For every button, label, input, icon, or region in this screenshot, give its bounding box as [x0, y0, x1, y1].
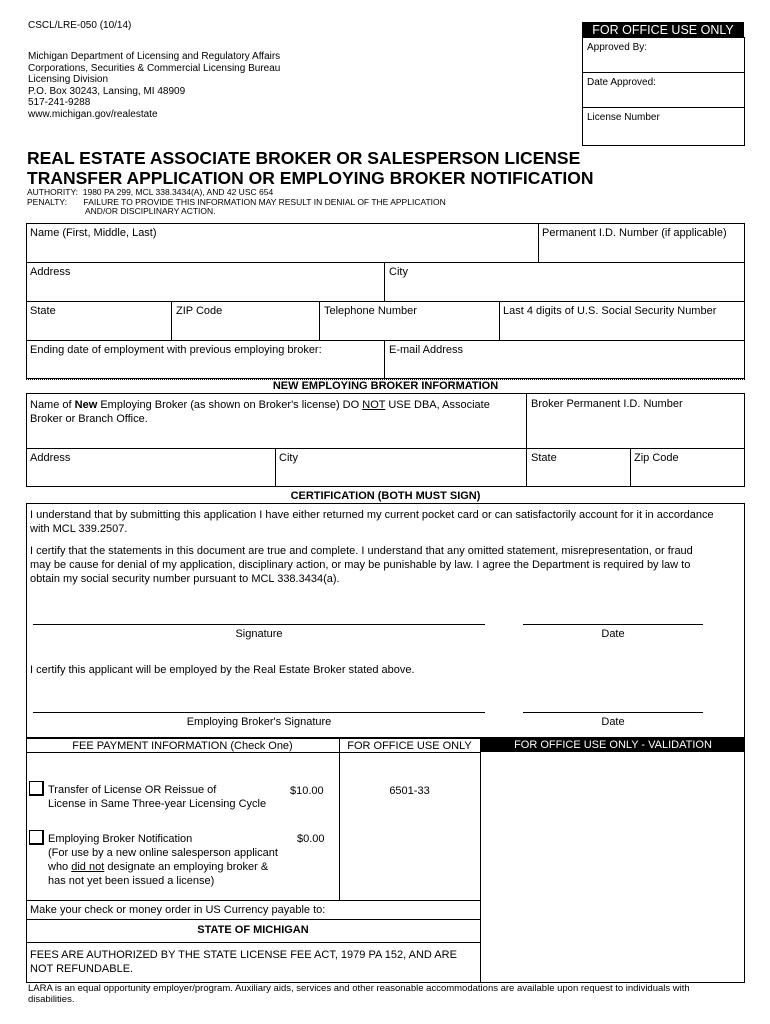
paragraph-line: I certify that the statements in this document are true and complete. I understand that any omitted statement, misrepresentation, or fraud	[30, 545, 693, 557]
payable-instruction: Make your check or money order in US Currency payable to:	[30, 904, 326, 916]
agency-line3: Licensing Division	[28, 74, 109, 85]
broker-city-field[interactable]: City	[279, 452, 298, 464]
label-new: New	[74, 399, 98, 411]
fee-code: 6501-33	[389, 785, 430, 797]
broker-signature-label: Employing Broker's Signature	[186, 716, 332, 728]
footer-line: disabilities.	[28, 994, 75, 1005]
footer	[28, 983, 690, 1005]
authority-label: AUTHORITY:	[27, 187, 79, 197]
divider	[26, 340, 745, 341]
signature-label: Signature	[235, 628, 283, 640]
divider	[499, 301, 500, 340]
transfer-license-label	[48, 783, 266, 811]
new-broker-header: NEW EMPLOYING BROKER INFORMATION	[272, 380, 499, 392]
signature-line[interactable]	[33, 624, 485, 625]
date-label: Date	[601, 628, 625, 640]
ssn-last4-field[interactable]: Last 4 digits of U.S. Social Security Number	[503, 305, 717, 317]
broker-date-line[interactable]	[523, 712, 703, 713]
broker-notification-amount: $0.00	[297, 833, 325, 845]
divider	[582, 107, 745, 108]
note-line: NOT REFUNDABLE.	[30, 963, 134, 975]
payee: STATE OF MICHIGAN	[197, 924, 309, 936]
agency-phone: 517-241-9288	[28, 97, 91, 108]
fee-office-header: FOR OFFICE USE ONLY	[347, 740, 472, 752]
divider	[538, 223, 539, 262]
label-not: NOT	[362, 399, 386, 411]
approved-by-field[interactable]: Approved By:	[587, 42, 648, 53]
penalty-text-2: AND/OR DISCIPLINARY ACTION.	[85, 206, 216, 216]
divider	[526, 393, 527, 487]
divider	[275, 448, 276, 487]
authority-text: 1980 PA 299, MCL 338.3434(A), AND 42 USC 654	[82, 187, 274, 197]
fee-text: has not yet been issued a license)	[48, 875, 215, 887]
broker-notification-label	[48, 832, 278, 888]
agency-line4: P.O. Box 30243, Lansing, MI 48909	[28, 85, 186, 97]
page-title-line1: REAL ESTATE ASSOCIATE BROKER OR SALESPERSON LICENSE	[27, 148, 581, 168]
broker-notification-checkbox[interactable]	[29, 830, 44, 845]
note-line: FEES ARE AUTHORIZED BY THE STATE LICENSE FEE ACT, 1979 PA 152, AND ARE	[30, 949, 457, 961]
broker-date-label: Date	[601, 716, 625, 728]
fee-text: who	[48, 861, 72, 873]
permanent-id-field[interactable]: Permanent I.D. Number (if applicable)	[542, 227, 727, 239]
divider	[26, 900, 480, 901]
agency-line1: Michigan Department of Licensing and Regulatory Affairs	[28, 51, 281, 62]
office-use-header: FOR OFFICE USE ONLY	[582, 22, 744, 38]
validation-header: FOR OFFICE USE ONLY - VALIDATION	[481, 738, 745, 752]
broker-certify-text: I certify this applicant will be employed by the Real Estate Broker stated above.	[30, 664, 415, 676]
certification-header: CERTIFICATION (BOTH MUST SIGN)	[290, 490, 481, 502]
divider	[384, 340, 385, 379]
ending-date-field[interactable]: Ending date of employment with previous employing broker:	[30, 344, 322, 356]
address-field[interactable]: Address	[30, 266, 71, 278]
divider	[319, 301, 320, 340]
divider	[171, 301, 172, 340]
authority-block	[27, 188, 446, 217]
state-field[interactable]: State	[30, 305, 56, 317]
paragraph-line: obtain my social security number pursuant to MCL 338.3434(a).	[30, 573, 340, 585]
divider	[384, 262, 385, 301]
paragraph-line: with MCL 339.2507.	[30, 523, 128, 535]
fee-text: designate an employing broker &	[104, 861, 269, 873]
fee-text: Transfer of License OR Reissue of	[48, 784, 217, 796]
divider	[339, 738, 340, 900]
broker-state-field[interactable]: State	[531, 452, 557, 464]
certification-section	[26, 503, 745, 738]
divider	[582, 72, 745, 73]
telephone-field[interactable]: Telephone Number	[324, 305, 417, 317]
new-broker-name-field[interactable]	[30, 398, 520, 426]
divider	[630, 448, 631, 487]
paragraph-line: I understand that by submitting this application I have either returned my current pocket card or can satisfactorily account for it in accordance	[30, 509, 714, 521]
divider	[480, 738, 481, 983]
form-code: CSCL/LRE-050 (10/14)	[28, 20, 132, 31]
label-text: Broker or Branch Office.	[30, 413, 148, 425]
transfer-license-amount: $10.00	[290, 785, 324, 797]
broker-signature-line[interactable]	[33, 712, 485, 713]
license-number-field[interactable]: License Number	[587, 112, 660, 123]
transfer-license-checkbox[interactable]	[29, 781, 44, 796]
broker-address-field[interactable]: Address	[30, 452, 71, 464]
agency-address	[28, 51, 280, 120]
zip-field[interactable]: ZIP Code	[176, 305, 223, 317]
penalty-text: FAILURE TO PROVIDE THIS INFORMATION MAY RESULT IN DENIAL OF THE APPLICATION	[83, 196, 446, 207]
agency-line2: Corporations, Securities & Commercial Licensing Bureau	[28, 62, 281, 74]
label-text: Name of	[30, 399, 75, 411]
fee-text: License in Same Three-year Licensing Cycle	[48, 798, 267, 810]
certification-paragraph-1	[30, 508, 714, 536]
label-text: USE DBA, Associate	[385, 399, 490, 411]
page-title-line2: TRANSFER APPLICATION OR EMPLOYING BROKER NOTIFICATION	[27, 168, 594, 188]
penalty-label: PENALTY:	[27, 196, 67, 207]
fee-text-underlined: did not	[71, 861, 105, 873]
fee-text: Employing Broker Notification	[48, 833, 193, 845]
divider	[26, 301, 745, 302]
fee-text: (For use by a new online salesperson applicant	[48, 847, 278, 859]
agency-web: www.michigan.gov/realestate	[28, 108, 158, 120]
label-text: Employing Broker (as shown on Broker's license) DO	[97, 399, 363, 411]
date-approved-field[interactable]: Date Approved:	[587, 77, 656, 88]
certification-paragraph-2	[30, 544, 693, 586]
date-line[interactable]	[523, 624, 703, 625]
footer-line: LARA is an equal opportunity employer/program. Auxiliary aids, services and other reasonable accommodations are available upon request to individuals with	[28, 983, 690, 994]
city-field[interactable]: City	[389, 266, 408, 278]
broker-permanent-id-field[interactable]: Broker Permanent I.D. Number	[531, 398, 683, 410]
fees-authorized-note	[30, 948, 457, 976]
divider	[26, 262, 745, 263]
email-field[interactable]: E-mail Address	[389, 344, 463, 356]
divider	[26, 942, 480, 943]
divider	[26, 919, 480, 920]
applicant-name-field[interactable]: Name (First, Middle, Last)	[30, 227, 157, 239]
divider	[26, 448, 745, 449]
paragraph-line: may be cause for denial of my application, disciplinary action, or may be punishable by law. I agree the Department is required by law to	[30, 559, 691, 571]
fee-payment-header: FEE PAYMENT INFORMATION (Check One)	[72, 740, 293, 752]
fee-text	[48, 860, 278, 874]
broker-zip-field[interactable]: Zip Code	[634, 452, 679, 464]
